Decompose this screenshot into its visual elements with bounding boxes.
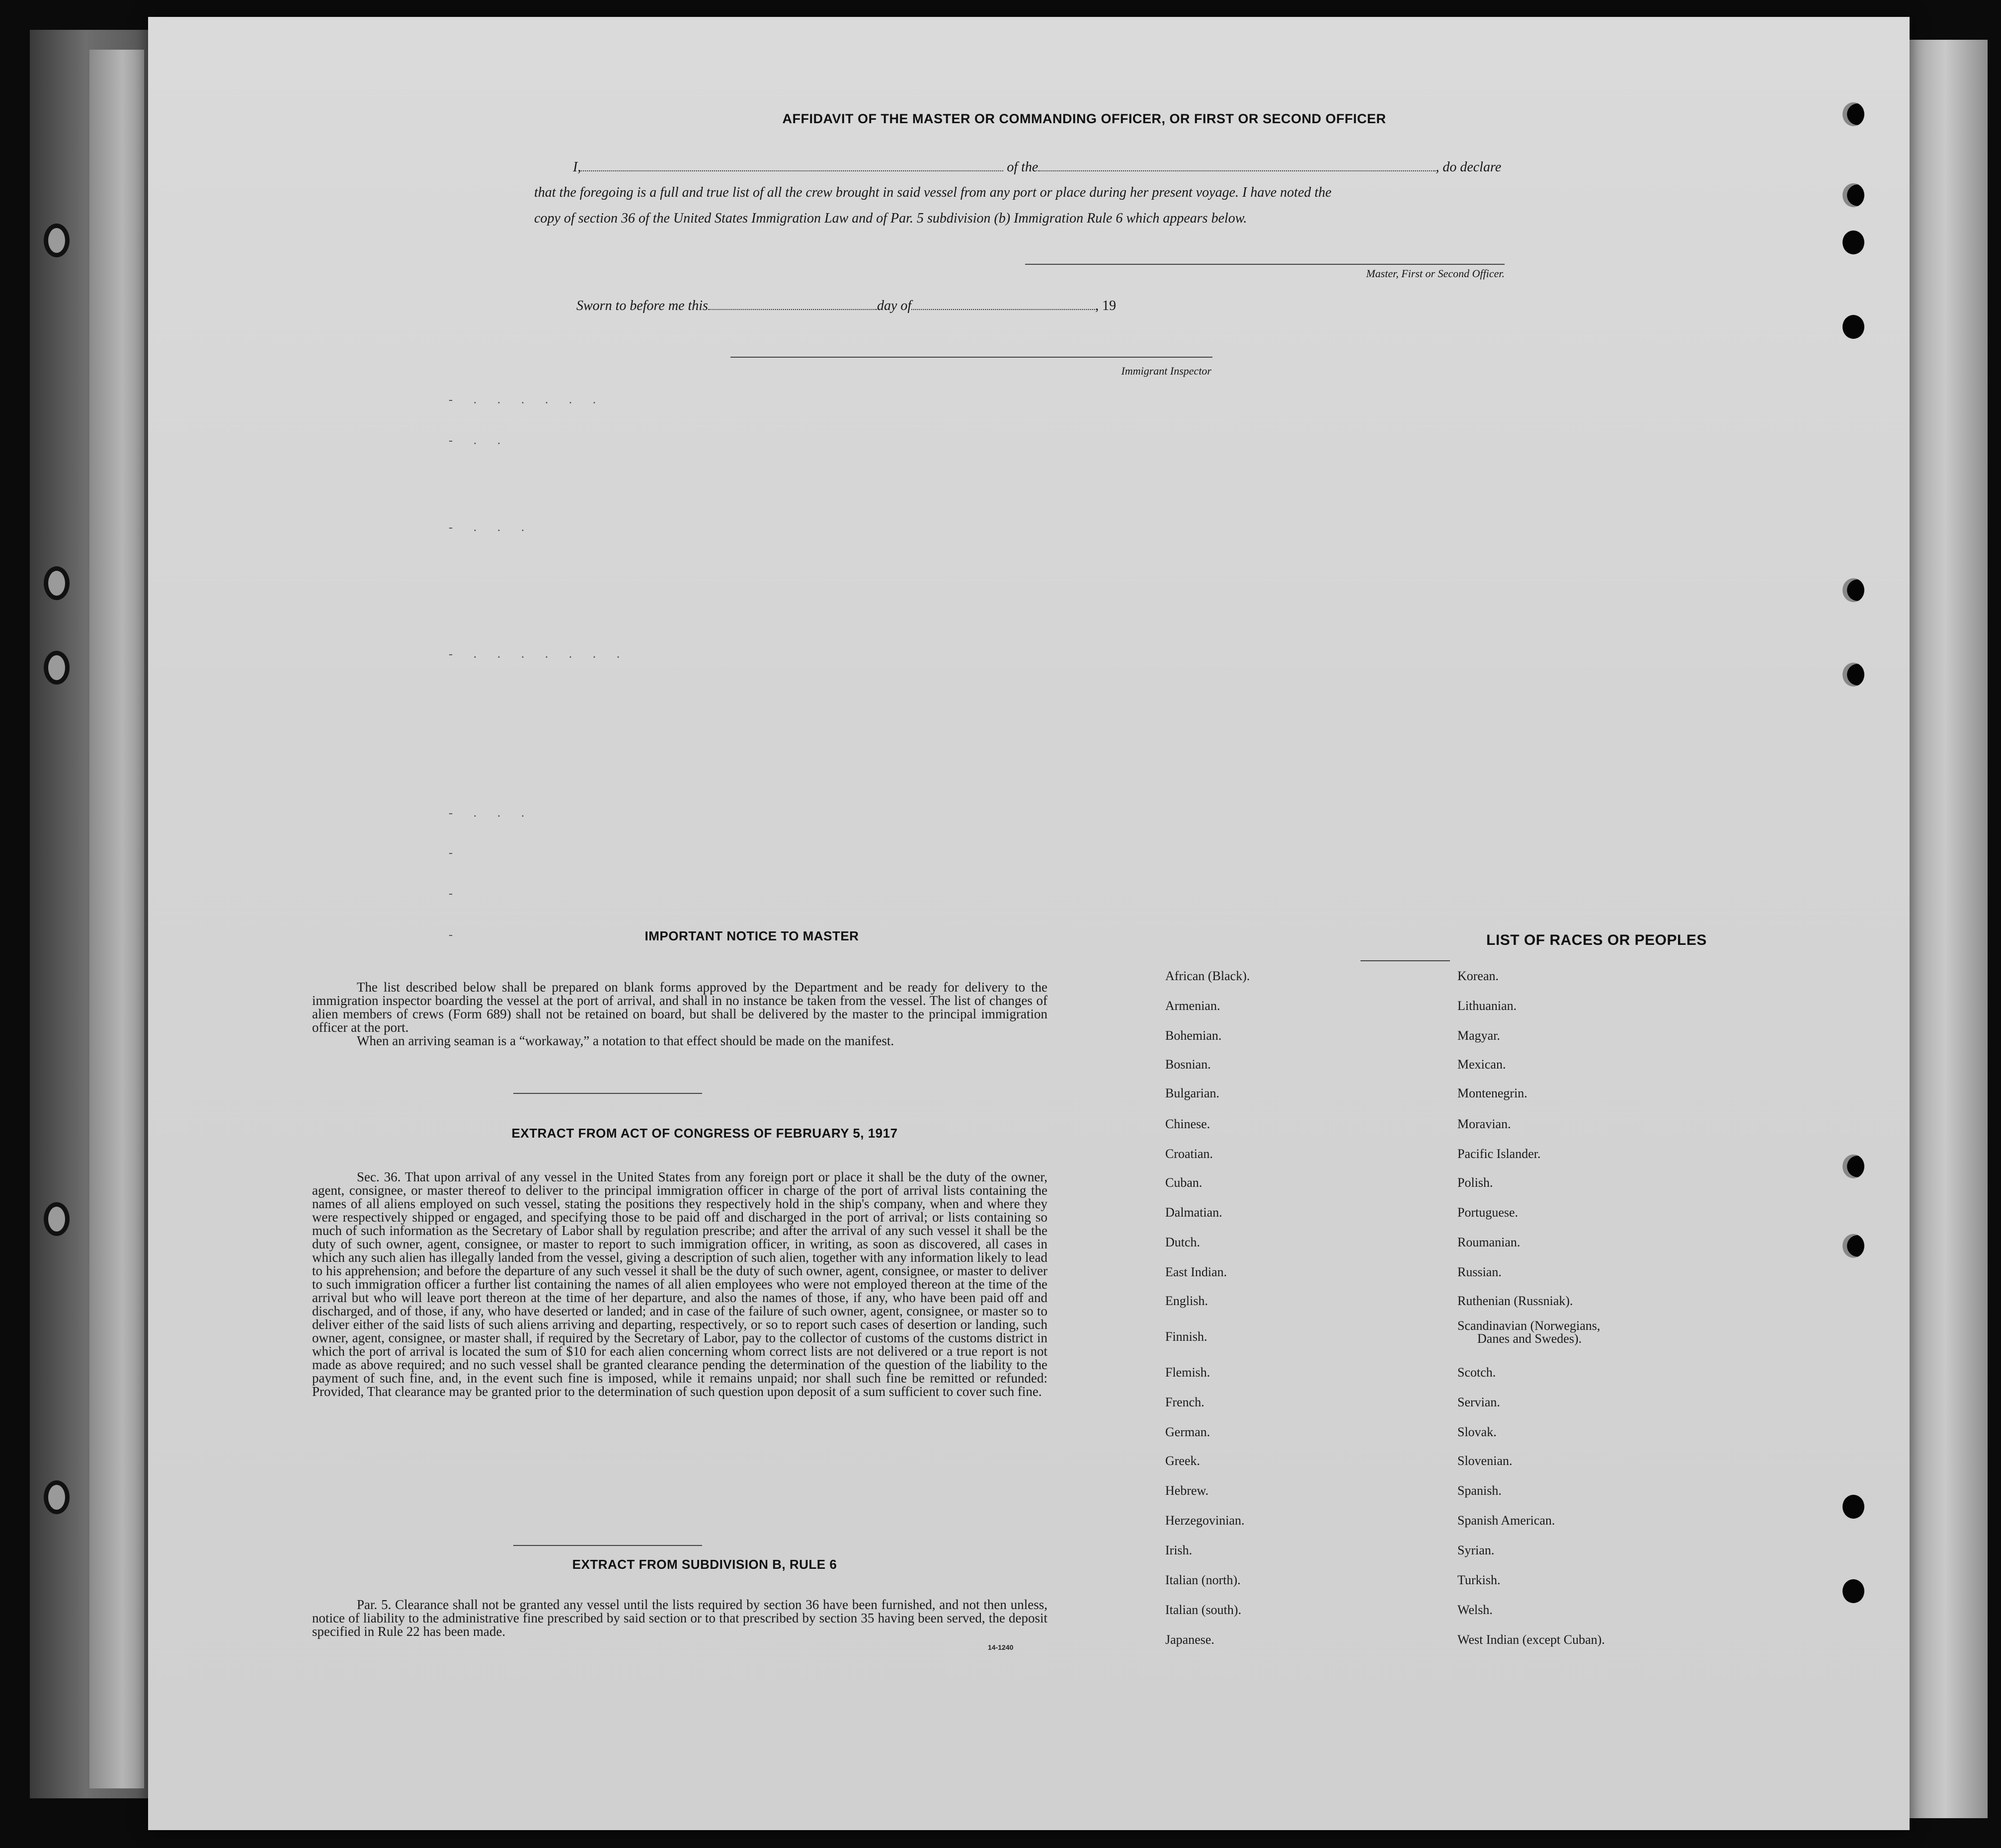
- section-divider: [513, 1093, 702, 1094]
- punch-hole: [1842, 183, 1864, 207]
- race-item: Portuguese.: [1457, 1205, 1519, 1220]
- race-item: Bulgarian.: [1165, 1086, 1220, 1100]
- race-item: Chinese.: [1165, 1117, 1210, 1131]
- race-item: Scandinavian (Norwegians,: [1457, 1318, 1601, 1333]
- race-item: Pacific Islander.: [1457, 1147, 1541, 1161]
- binder-ring: [44, 1480, 70, 1514]
- bleed-through-marks: - . . . . . .: [449, 393, 605, 406]
- race-item: Syrian.: [1457, 1543, 1495, 1557]
- bleed-through-marks: - . . . . . . .: [449, 648, 629, 661]
- race-item: Korean.: [1457, 969, 1499, 983]
- race-item: African (Black).: [1165, 969, 1250, 983]
- sworn-month-blank[interactable]: [911, 298, 1095, 310]
- officer-name-blank[interactable]: [581, 159, 1003, 171]
- race-item: Welsh.: [1457, 1603, 1493, 1617]
- race-item: Bosnian.: [1165, 1057, 1211, 1072]
- race-item: Spanish American.: [1457, 1513, 1555, 1528]
- punch-hole: [1842, 578, 1864, 602]
- act-extract-title: EXTRACT FROM ACT OF CONGRESS OF FEBRUARY 5, 1917: [511, 1126, 898, 1141]
- rule-extract-text: Par. 5. Clearance shall not be granted any vessel until the lists required by section 36 have been furnished, and not then unless, notice of liability to the administrative fine prescribed by said section or to that prescribed by section 35 having been served, the deposit specified in Rule 22 has been made.: [312, 1597, 1047, 1639]
- notice-paragraph: The list described below shall be prepared on blank forms approved by the Department and be ready for delivery to the immigration inspector boarding the vessel at the port of arrival, and shall in no instance be taken from the vessel. The list of changes of alien members of crews (Form 689) shall not be retained on board, but shall be delivered by the master to the principal immigration officer at the port.: [312, 980, 1047, 1035]
- race-item: Scotch.: [1457, 1365, 1496, 1380]
- race-item: Lithuanian.: [1457, 999, 1517, 1013]
- punch-hole: [1842, 1495, 1864, 1519]
- race-item: Armenian.: [1165, 999, 1220, 1013]
- punch-hole: [1842, 1155, 1864, 1178]
- bleed-through-marks: - . .: [449, 434, 509, 447]
- vessel-name-blank[interactable]: [1038, 159, 1436, 171]
- binder-strip: [89, 50, 144, 1788]
- binder-ring: [44, 1202, 70, 1236]
- binder-ring: [44, 566, 70, 600]
- race-item: Magyar.: [1457, 1028, 1500, 1043]
- races-title-underline: [1361, 960, 1450, 961]
- manifest-page: [148, 17, 1910, 1830]
- inspector-signature-line[interactable]: [730, 357, 1212, 358]
- affidavit-text-line3: copy of section 36 of the United States Immigration Law and of Par. 5 subdivision (b) Immigration Rule 6 which appears below.: [534, 211, 1247, 226]
- race-item: German.: [1165, 1425, 1210, 1439]
- race-item: Polish.: [1457, 1175, 1493, 1190]
- race-item: Danes and Swedes).: [1477, 1331, 1582, 1346]
- bleed-through-marks: - . . .: [449, 521, 533, 534]
- bleed-through-marks: - . . .: [449, 807, 533, 820]
- punch-hole: [1842, 102, 1864, 126]
- race-item: Greek.: [1165, 1454, 1201, 1468]
- race-item: Cuban.: [1165, 1175, 1202, 1190]
- binder-ring: [44, 224, 70, 257]
- bleed-through-marks: -: [449, 887, 462, 900]
- race-item: Italian (south).: [1165, 1603, 1242, 1617]
- sworn-day-blank[interactable]: [708, 298, 877, 310]
- race-item: West Indian (except Cuban).: [1457, 1632, 1605, 1647]
- race-item: Bohemian.: [1165, 1028, 1222, 1043]
- race-item: Turkish.: [1457, 1573, 1501, 1587]
- race-item: Dutch.: [1165, 1235, 1201, 1249]
- race-item: Roumanian.: [1457, 1235, 1521, 1249]
- race-item: Servian.: [1457, 1395, 1500, 1409]
- affidavit-of-the: of the: [1007, 159, 1039, 175]
- race-item: Spanish.: [1457, 1483, 1502, 1498]
- punch-hole: [1842, 231, 1864, 254]
- race-item: Croatian.: [1165, 1147, 1213, 1161]
- race-item: Herzegovinian.: [1165, 1513, 1245, 1528]
- race-item: Irish.: [1165, 1543, 1193, 1557]
- race-item: Montenegrin.: [1457, 1086, 1527, 1100]
- rule-extract-title: EXTRACT FROM SUBDIVISION B, RULE 6: [572, 1557, 837, 1572]
- race-item: East Indian.: [1165, 1265, 1227, 1279]
- affidavit-text-line2: that the foregoing is a full and true list of all the crew brought in said vessel from any port or place during her present voyage. I have noted the: [534, 185, 1332, 200]
- punch-hole: [1842, 663, 1864, 687]
- race-item: Japanese.: [1165, 1632, 1214, 1647]
- sworn-label: Sworn to before me this: [576, 298, 708, 313]
- sworn-day-of: day of: [877, 298, 912, 313]
- bleed-through-marks: -: [449, 847, 462, 859]
- bleed-through-marks: -: [449, 928, 462, 941]
- race-item: Moravian.: [1457, 1117, 1511, 1131]
- act-extract-body: [312, 1170, 1047, 1398]
- inspector-signature-label: Immigrant Inspector: [1121, 365, 1211, 377]
- notice-title: IMPORTANT NOTICE TO MASTER: [644, 928, 859, 943]
- affidavit-title: AFFIDAVIT OF THE MASTER OR COMMANDING OFFICER, OR FIRST OR SECOND OFFICER: [782, 111, 1386, 126]
- race-item: Finnish.: [1165, 1329, 1207, 1344]
- master-signature-line[interactable]: [1025, 264, 1505, 265]
- affidavit-declare: , do declare: [1436, 159, 1502, 175]
- race-item: Slovenian.: [1457, 1454, 1513, 1468]
- rule-extract-body: [312, 1598, 1047, 1638]
- notice-paragraph: When an arriving seaman is a “workaway,” a notation to that effect should be made on the manifest.: [357, 1033, 894, 1048]
- form-number: 14-1240: [988, 1643, 1014, 1651]
- race-item: Ruthenian (Russniak).: [1457, 1294, 1573, 1308]
- race-item: Dalmatian.: [1165, 1205, 1222, 1220]
- act-extract-text: Sec. 36. That upon arrival of any vessel in the United States from any foreign port or place it shall be the duty of the owner, agent, consignee, or master thereof to deliver to the principal immigration officer in charge of the port of arrival lists containing the names of all aliens employed on such vessel, stating the positions they respectively hold in the ship's company, when and where they were respectively shipped or engaged, and specifying those to be paid off and discharged in the port of arrival; or lists containing so much of such information as the Secretary of Labor shall by regulation prescribe; and after the arrival of any such vessel it shall be the duty of such owner, agent, consignee, or master to report to such immigration officer, in writing, as soon as discovered, all cases in which any such alien has illegally landed from the vessel, giving a description of such alien, together with any information likely to lead to his apprehension; and before the departure of any such vessel it shall be the duty of such owner, agent, consignee, or master to deliver to such immigration officer a further list containing the names of all alien employees who were not employed thereon at the time of the arrival but who will leave port thereon at the time of her departure, and also the names of those, if any, who have been paid off and discharged, and of those, if any, who have deserted or landed; and in case of the failure of such owner, agent, consignee, or master so to deliver either of the said lists of such aliens arriving and departing, respectively, or so to report such cases of desertion or landing, such owner, agent, consignee, or master shall, if required by the Secretary of Labor, pay to the collector of customs of the customs district in which the port of arrival is located the sum of $10 for each alien concerning whom correct lists are not delivered or a true report is not made as above required; and no such vessel shall be granted clearance pending the determination of the question of the liability to the payment of such fine, and, in the event such fine is imposed, while it remains unpaid; nor shall such fine be remitted or refunded: Provided, That clearance may be granted prior to the determination of such question upon deposit of a sum sufficient to cover such fine.: [312, 1169, 1047, 1399]
- race-item: Flemish.: [1165, 1365, 1210, 1380]
- underlying-sheet-edge: [1903, 40, 1988, 1818]
- master-signature-label: Master, First or Second Officer.: [1366, 267, 1505, 280]
- race-item: Mexican.: [1457, 1057, 1506, 1072]
- affidavit-i: I,: [573, 159, 581, 175]
- race-item: French.: [1165, 1395, 1204, 1409]
- race-item: Hebrew.: [1165, 1483, 1209, 1498]
- affidavit-declaration-line: [573, 159, 1501, 175]
- race-item: English.: [1165, 1294, 1208, 1308]
- sworn-year-prefix: 19: [1102, 298, 1117, 313]
- sworn-line: Sworn to before me this day of , 19: [576, 298, 1117, 313]
- race-item: Italian (north).: [1165, 1573, 1241, 1587]
- notice-body: [312, 981, 1047, 1048]
- punch-hole: [1842, 1579, 1864, 1603]
- punch-hole: [1842, 315, 1864, 339]
- race-item: Slovak.: [1457, 1425, 1497, 1439]
- races-title: LIST OF RACES OR PEOPLES: [1486, 932, 1707, 948]
- binder-ring: [44, 651, 70, 685]
- punch-hole: [1842, 1234, 1864, 1258]
- race-item: Russian.: [1457, 1265, 1502, 1279]
- section-divider: [513, 1545, 702, 1546]
